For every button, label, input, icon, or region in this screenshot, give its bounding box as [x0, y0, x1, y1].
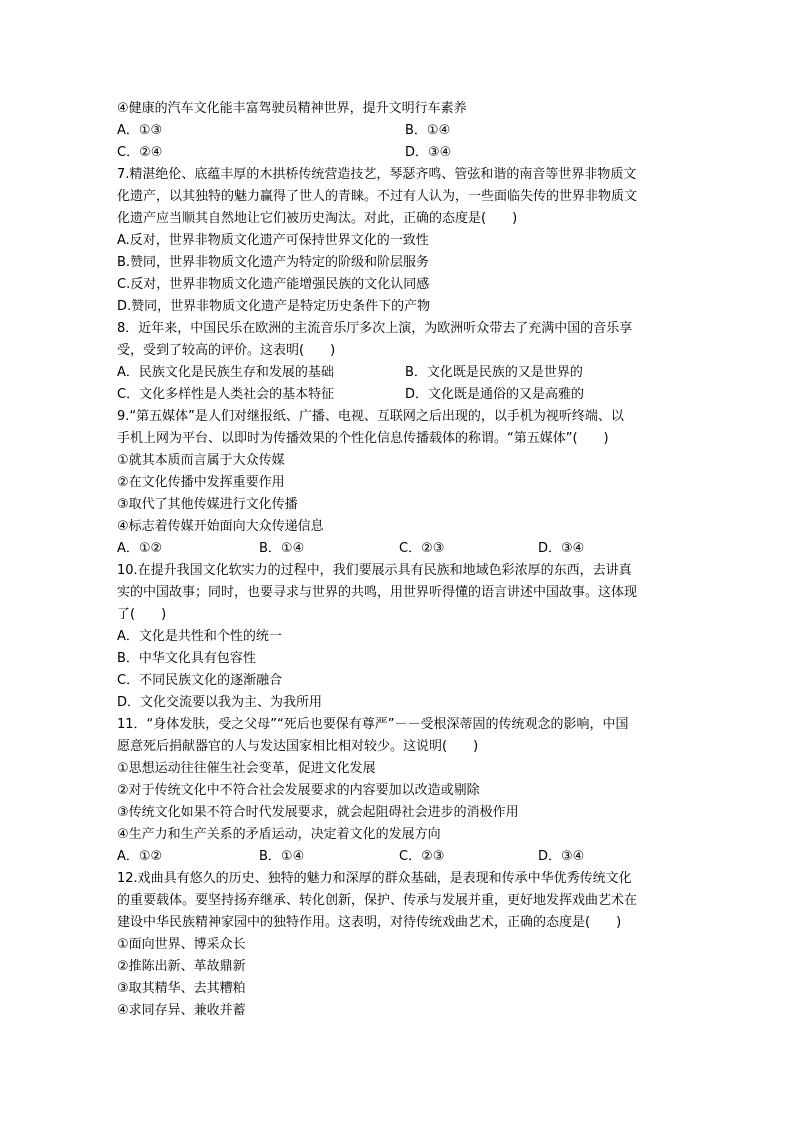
q9-option-b: B．①④: [259, 541, 305, 556]
q12-statement-3: ③取其精华、去其糟粕: [117, 981, 246, 996]
exam-page: [117, 98, 677, 1022]
q12-stem-line-3: 建设中华民族精神家园中的独特作用。这表明，对待传统戏曲艺术，正确的态度是( ): [117, 915, 622, 930]
q6-option-d: D．③④: [405, 145, 452, 160]
q10-option-c: C．不同民族文化的逐渐融合: [117, 673, 283, 688]
q11-stem-line-2: 愿意死后捐献器官的人与发达国家相比相对较少。这说明( ): [117, 739, 479, 754]
q6-options-row-2: [117, 142, 677, 164]
q11-statement-4: ④生产力和生产关系的矛盾运动，决定着文化的发展方向: [117, 827, 441, 842]
q9-statement-4: ④标志着传媒开始面向大众传递信息: [117, 519, 324, 534]
q8-options-row-2: [117, 384, 677, 406]
q11-option-a: A．①②: [117, 849, 163, 864]
q9-option-d: D．③④: [538, 541, 585, 556]
q12-stem-line-1: 12.戏曲具有悠久的历史、独特的魅力和深厚的群众基础，是表现和传承中华优秀传统文化: [117, 871, 632, 886]
q10-option-a: A．文化是共性和个性的统一: [117, 629, 282, 644]
q8-stem-line-1: 8．近年来，中国民乐在欧洲的主流音乐厅多次上演，为欧洲听众带去了充满中国的音乐享: [117, 321, 633, 336]
q7-option-a: A.反对，世界非物质文化遗产可保持世界文化的一致性: [117, 233, 429, 248]
q9-statement-2: ②在文化传播中发挥重要作用: [117, 475, 285, 490]
q7-option-b: B.赞同，世界非物质文化遗产为特定的阶级和阶层服务: [117, 255, 430, 270]
q11-option-b: B．①④: [259, 849, 305, 864]
q9-statement-3: ③取代了其他传媒进行文化传播: [117, 497, 298, 512]
q12-stem-line-2: 的重要载体。要坚持扬弃继承、转化创新，保护、传承与发展并重，更好地发挥戏曲艺术在: [117, 893, 638, 908]
q11-stem-line-1: 11．“身体发肤，受之父母”“死后也要保有尊严”－－受根深蒂固的传统观念的影响，中国: [117, 717, 629, 732]
q11-statement-2: ②对于传统文化中不符合社会发展要求的内容要加以改造或剔除: [117, 783, 480, 798]
q10-stem-line-3: 了( ): [117, 607, 167, 622]
q9-statement-1: ①就其本质而言属于大众传媒: [117, 453, 285, 468]
q9-stem-line-2: 手机上网为平台、以即时为传播效果的个性化信息传播载体的称谓。“第五媒体”( ): [117, 431, 609, 446]
q9-option-c: C．②③: [399, 541, 445, 556]
q8-option-c: C．文化多样性是人类社会的基本特征: [117, 387, 335, 402]
q11-option-c: C．②③: [399, 849, 445, 864]
q6-option-c: C．②④: [117, 145, 163, 160]
q11-statement-3: ③传统文化如果不符合时代发展要求，就会起阻碍社会进步的消极作用: [117, 805, 519, 820]
q8-options-row-1: [117, 362, 677, 384]
q9-options-row: [117, 538, 677, 560]
q10-option-b: B．中华文化具有包容性: [117, 651, 256, 666]
q11-options-row: [117, 846, 677, 868]
q12-statement-1: ①面向世界、博采众长: [117, 937, 246, 952]
q7-option-c: C.反对，世界非物质文化遗产能增强民族的文化认同感: [117, 277, 430, 292]
q10-option-d: D．文化交流要以我为主、为我所用: [117, 695, 323, 710]
q12-statement-2: ②推陈出新、革故鼎新: [117, 959, 246, 974]
q6-statement-4: ④健康的汽车文化能丰富驾驶员精神世界，提升文明行车素养: [117, 101, 467, 116]
q10-stem-line-2: 实的中国故事；同时，也要寻求与世界的共鸣，用世界听得懂的语言讲述中国故事。这体现: [117, 585, 638, 600]
q11-statement-1: ①思想运动往往催生社会变革，促进文化发展: [117, 761, 376, 776]
q8-option-a: A．民族文化是民族生存和发展的基础: [117, 365, 334, 380]
q12-statement-4: ④求同存异、兼收并蓄: [117, 1003, 246, 1018]
q6-option-b: B．①④: [405, 123, 451, 138]
q11-option-d: D．③④: [538, 849, 585, 864]
q7-stem-line-1: 7.精湛绝伦、底蕴丰厚的木拱桥传统营造技艺，琴瑟齐鸣、管弦和谐的南音等世界非物质文: [117, 167, 637, 182]
q7-stem-line-3: 化遗产应当顺其自然地让它们被历史淘汰。对此，正确的态度是( ): [117, 211, 518, 226]
q7-stem-line-2: 化遗产，以其独特的魅力赢得了世人的青睐。不过有人认为，一些面临失传的世界非物质文: [117, 189, 638, 204]
q8-option-b: B．文化既是民族的又是世界的: [405, 365, 583, 380]
q9-option-a: A．①②: [117, 541, 163, 556]
q9-stem-line-1: 9.“第五媒体”是人们对继报纸、广播、电视、互联网之后出现的，以手机为视听终端、以: [117, 409, 624, 424]
q8-option-d: D．文化既是通俗的又是高雅的: [405, 387, 585, 402]
q7-option-d: D.赞同，世界非物质文化遗产是特定历史条件下的产物: [117, 299, 431, 314]
q10-stem-line-1: 10.在提升我国文化软实力的过程中，我们要展示具有民族和地域色彩浓厚的东西，去讲真: [117, 563, 632, 578]
q8-stem-line-2: 受，受到了较高的评价。这表明( ): [117, 343, 336, 358]
q6-option-a: A．①③: [117, 123, 163, 138]
q6-options-row-1: [117, 120, 677, 142]
